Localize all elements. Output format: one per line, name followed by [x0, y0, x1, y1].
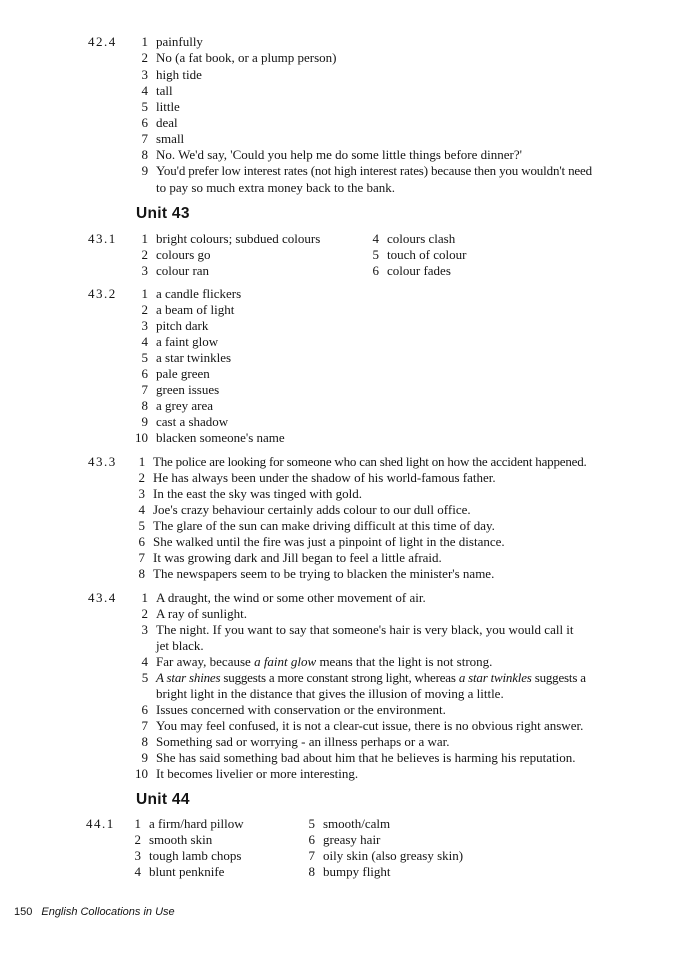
answer-line: 1 a firm/hard pillow — [134, 816, 244, 831]
unit-heading: Unit 43 — [136, 205, 190, 222]
exercise-number: 43.4 — [88, 590, 117, 605]
unit-heading: Unit 44 — [136, 791, 190, 808]
answer-line: 1 painfully — [141, 34, 203, 49]
answer-line: 6 pale green — [141, 366, 210, 381]
answer-line: 3 colour ran — [141, 263, 210, 278]
answer-line: 1 bright colours; subdued colours — [141, 231, 321, 246]
answer-line: 3 The night. If you want to say that someone's hair is very black, you would call it — [141, 622, 574, 637]
exercise-number: 44.1 — [86, 816, 115, 831]
answer-line: 5 A star shines suggests a more constant strong light, whereas a star twinkles suggests a — [141, 670, 586, 685]
answer-line: 3 high tide — [141, 67, 202, 82]
answer-line: 1 A draught, the wind or some other movement of air. — [141, 590, 426, 605]
answer-line: 3 In the east the sky was tinged with gold. — [138, 486, 363, 501]
page-number: 150 — [14, 906, 33, 918]
answer-line: 4 Far away, because a faint glow means that the light is not strong. — [141, 654, 493, 669]
answer-line: 8 The newspapers seem to be trying to blacken the minister's name. — [138, 566, 495, 581]
answer-line: 2 No (a fat book, or a plump person) — [141, 50, 337, 65]
answer-line: 5 smooth/calm — [308, 816, 391, 831]
answer-line: 3 tough lamb chops — [134, 848, 242, 863]
answer-line: 9 You'd prefer low interest rates (not high interest rates) because then you wouldn't need — [141, 163, 593, 178]
answer-line: 7 green issues — [141, 382, 220, 397]
answer-line: 8 No. We'd say, 'Could you help me do some little things before dinner?' — [141, 147, 522, 162]
answer-line: 5 a star twinkles — [141, 350, 232, 365]
page-footer — [14, 906, 175, 918]
answer-line: 6 colour fades — [372, 263, 451, 278]
answer-line: 7 small — [141, 131, 185, 146]
answer-line: 5 The glare of the sun can make driving difficult at this time of day. — [138, 518, 495, 533]
answer-continuation: bright light in the distance that gives the illusion of moving a little. — [156, 686, 504, 701]
answer-line: 4 tall — [141, 83, 173, 98]
answer-line: 8 bumpy flight — [308, 864, 391, 879]
answer-line: 6 greasy hair — [308, 832, 381, 847]
answer-line: 3 pitch dark — [141, 318, 209, 333]
answer-line: 8 a grey area — [141, 398, 214, 413]
exercise-number: 43.1 — [88, 231, 117, 246]
answer-line: 7 It was growing dark and Jill began to feel a little afraid. — [138, 550, 442, 565]
book-title: English Collocations in Use — [41, 906, 175, 918]
answer-line: 2 a beam of light — [141, 302, 235, 317]
answer-line: 5 touch of colour — [372, 247, 467, 262]
answer-continuation: to pay so much extra money back to the bank. — [156, 180, 395, 195]
exercise-number: 43.2 — [88, 286, 117, 301]
exercise-number: 42.4 — [88, 34, 117, 49]
answer-line: 6 Issues concerned with conservation or the environment. — [141, 702, 446, 717]
answer-line: 10 blacken someone's name — [135, 430, 285, 445]
answer-line: 2 colours go — [141, 247, 211, 262]
answer-line: 4 colours clash — [372, 231, 456, 246]
answer-line: 8 Something sad or worrying - an illness perhaps or a war. — [141, 734, 450, 749]
answer-line: 10 It becomes livelier or more interesting. — [135, 766, 359, 781]
answer-line: 2 smooth skin — [134, 832, 213, 847]
answer-line: 5 little — [141, 99, 180, 114]
answer-line: 2 He has always been under the shadow of his world-famous father. — [138, 470, 496, 485]
answer-line: 1 a candle flickers — [141, 286, 242, 301]
answer-line: 9 cast a shadow — [141, 414, 229, 429]
answer-line: 6 deal — [141, 115, 178, 130]
answer-line: 9 She has said something bad about him that he believes is harming his reputation. — [141, 750, 576, 765]
answer-line: 7 oily skin (also greasy skin) — [308, 848, 464, 863]
answer-line: 4 a faint glow — [141, 334, 219, 349]
answer-line: 7 You may feel confused, it is not a clear-cut issue, there is no obvious right answer. — [141, 718, 584, 733]
answer-line: 4 Joe's crazy behaviour certainly adds colour to our dull office. — [138, 502, 471, 517]
answer-continuation: jet black. — [156, 638, 204, 653]
answer-line: 1 The police are looking for someone who can shed light on how the accident happened. — [138, 454, 587, 469]
answer-line: 6 She walked until the fire was just a pinpoint of light in the distance. — [138, 534, 505, 549]
exercise-number: 43.3 — [88, 454, 117, 469]
answer-line: 2 A ray of sunlight. — [141, 606, 247, 621]
answer-line: 4 blunt penknife — [134, 864, 225, 879]
